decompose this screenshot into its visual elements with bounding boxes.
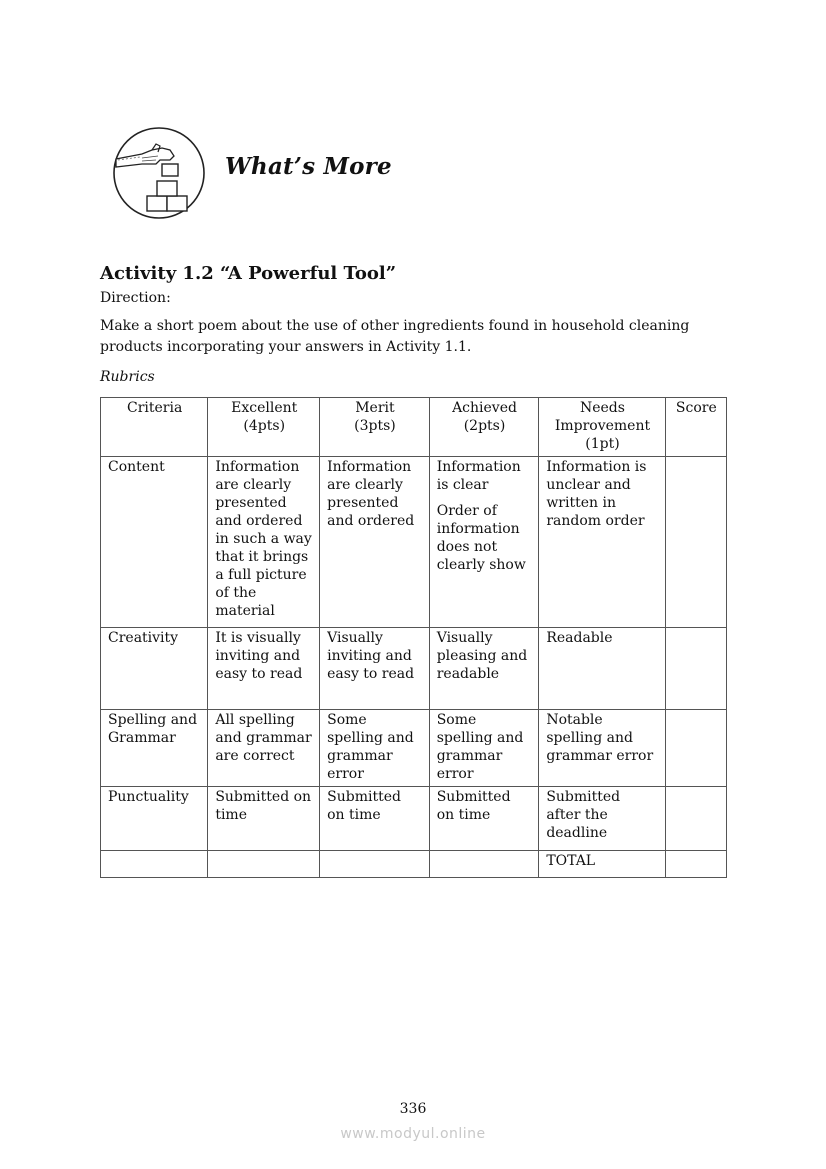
cell-needs-improvement: Readable: [539, 628, 665, 710]
cell-needs-improvement: Notable spelling and grammar error: [539, 710, 665, 787]
cell-score[interactable]: [665, 628, 726, 710]
cell-criteria: Punctuality: [101, 787, 208, 851]
cell-score[interactable]: [665, 457, 726, 628]
page-number: 336: [399, 1101, 427, 1117]
cell-merit: Information are clearly presented and ordered: [320, 457, 430, 628]
cell-empty: [101, 851, 208, 878]
cell-empty: [320, 851, 430, 878]
table-row: [101, 457, 727, 628]
direction-label: Direction:: [100, 290, 171, 306]
header-merit: Merit (3pts): [320, 398, 430, 457]
cell-excellent: All spelling and grammar are correct: [208, 710, 320, 787]
total-label: TOTAL: [539, 851, 665, 878]
cell-needs-improvement: Information is unclear and written in random order: [539, 457, 665, 628]
table-row: [101, 710, 727, 787]
cell-needs-improvement: Submitted after the deadline: [539, 787, 665, 851]
cell-criteria: Creativity: [101, 628, 208, 710]
watermark: www.modyul.online: [340, 1126, 486, 1142]
header-achieved: Achieved (2pts): [429, 398, 539, 457]
cell-empty: [208, 851, 320, 878]
instruction-text: Make a short poem about the use of other ingredients found in household cleaning products incorporating your answers in Activity 1.1.: [100, 318, 690, 355]
cell-achieved: Visually pleasing and readable: [429, 628, 539, 710]
hand-stacking-blocks-icon: [112, 126, 206, 220]
total-score-cell[interactable]: [665, 851, 726, 878]
table-row: [101, 787, 727, 851]
cell-criteria: Spelling and Grammar: [101, 710, 208, 787]
cell-empty: [429, 851, 539, 878]
cell-merit: Visually inviting and easy to read: [320, 628, 430, 710]
cell-excellent: Submitted on time: [208, 787, 320, 851]
table-row: [101, 628, 727, 710]
cell-criteria: Content: [101, 457, 208, 628]
activity-title: Activity 1.2 “A Powerful Tool”: [100, 263, 397, 284]
section-title: What’s More: [225, 153, 392, 180]
cell-score[interactable]: [665, 787, 726, 851]
header-needs-improvement: Needs Improvement (1pt): [539, 398, 665, 457]
cell-score[interactable]: [665, 710, 726, 787]
rubric-table: [100, 397, 727, 878]
header-excellent: Excellent (4pts): [208, 398, 320, 457]
table-header-row: [101, 398, 727, 457]
header-criteria: Criteria: [101, 398, 208, 457]
cell-merit: Submitted on time: [320, 787, 430, 851]
table-total-row: [101, 851, 727, 878]
header-score: Score: [665, 398, 726, 457]
cell-achieved: Submitted on time: [429, 787, 539, 851]
rubrics-label: Rubrics: [100, 369, 155, 385]
cell-merit: Some spelling and grammar error: [320, 710, 430, 787]
cell-achieved: Some spelling and grammar error: [429, 710, 539, 787]
cell-excellent: It is visually inviting and easy to read: [208, 628, 320, 710]
cell-achieved: Information is clear Order of information does not clearly show: [429, 457, 539, 628]
cell-excellent: Information are clearly presented and ordered in such a way that it brings a full picture of the material: [208, 457, 320, 628]
